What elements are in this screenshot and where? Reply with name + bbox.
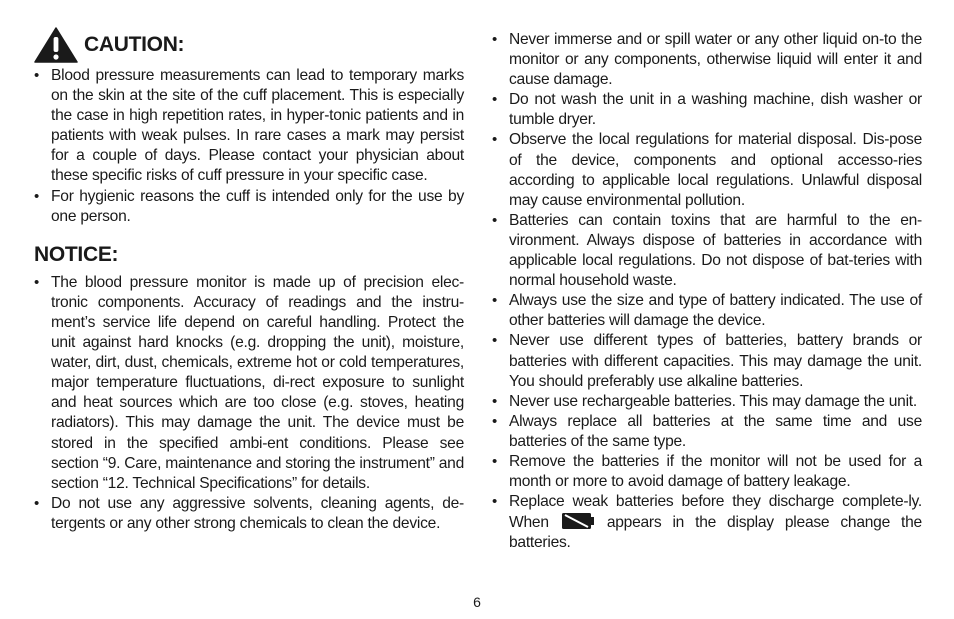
list-item: • Always replace all batteries at the same time and use batteries of the same type.	[492, 412, 922, 452]
right-column	[492, 30, 922, 553]
caution-title: CAUTION:	[84, 33, 185, 56]
page-number: 6	[473, 594, 481, 610]
list-item: • Observe the local regulations for material disposal. Dis-pose of the device, components and optional accesso-ries according to applicable local regulations. Unlawful disposal may cause environmental pollution.	[492, 130, 922, 210]
warning-triangle-icon	[34, 27, 78, 63]
list-item: • Batteries can contain toxins that are harmful to the en-vironment. Always dispose of batteries in accordance with applicable local regulations. Do not dispose of bat-teries with normal household waste.	[492, 211, 922, 291]
battery-text-before: Replace weak batteries before they discharge complete-ly. When	[509, 493, 922, 532]
list-item: • Never use different types of batteries, battery brands or batteries with different capacities. This may damage the unit. You should preferably use alkaline batteries.	[492, 331, 922, 391]
list-item: • Never use rechargeable batteries. This may damage the unit.	[492, 392, 922, 412]
list-item: • Never immerse and or spill water or any other liquid on-to the monitor or any components, otherwise liquid will enter it and cause damage.	[492, 30, 922, 90]
caution-heading	[34, 28, 464, 62]
list-item: • Do not wash the unit in a washing machine, dish washer or tumble dryer.	[492, 90, 922, 130]
list-item: • For hygienic reasons the cuff is intended only for the use by one person.	[34, 187, 464, 227]
notice-heading	[34, 241, 464, 269]
list-item: • Do not use any aggressive solvents, cleaning agents, de-tergents or any other strong chemicals to clean the device.	[34, 494, 464, 534]
left-column	[34, 28, 464, 534]
list-item: • The blood pressure monitor is made up of precision elec-tronic components. Accuracy of readings and the instru-ment’s service life depend on careful handling. Protect the unit against hard knocks (e.g. dropping the unit), moisture, water, dirt, dust, chemicals, extreme hot or cold temperatures, major temperature fluctuations, di-rect exposure to sunlight and heat sources which are too close (e.g. stoves, heating radiators). This may damage the unit. The device must be stored in the specified ambi-ent conditions. Please see section “9. Care, maintenance and storing the instrument” and section “12. Technical Specifications” for details.	[34, 273, 464, 494]
notice-title: NOTICE:	[34, 242, 119, 266]
caution-list	[34, 66, 464, 227]
notice-list-left	[34, 273, 464, 534]
list-item: • Remove the batteries if the monitor will not be used for a month or more to avoid damage of battery leakage.	[492, 452, 922, 492]
list-item: • Blood pressure measurements can lead to temporary marks on the skin at the site of the cuff placement. This is especially the case in high repetition rates, in hyper-tonic patients and in patients with weak pulses. In rare cases a mark may persist for a couple of days. Please contact your physician about these specific risks of cuff pressure in your specific case.	[34, 66, 464, 187]
notice-list-right	[492, 30, 922, 553]
low-battery-icon	[561, 512, 595, 530]
list-item: • Always use the size and type of battery indicated. The use of other batteries will damage the device.	[492, 291, 922, 331]
battery-text-after: appears in the display please change the batteries.	[509, 514, 922, 552]
list-item	[492, 492, 922, 553]
